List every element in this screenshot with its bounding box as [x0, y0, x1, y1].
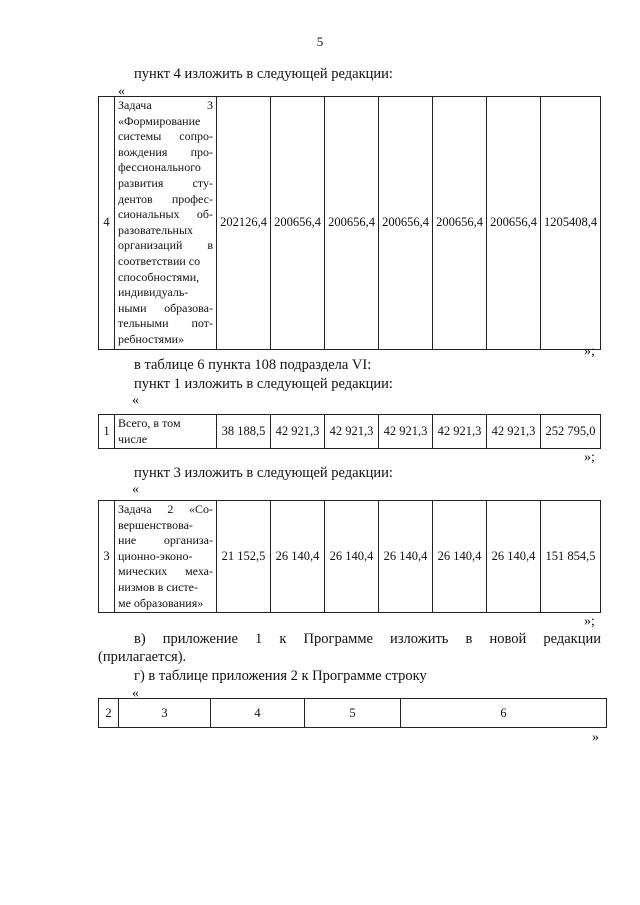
value-cell: 200656,4 [271, 97, 325, 350]
value-cell: 200656,4 [379, 97, 433, 350]
paragraph-appendix1: в) приложение 1 к Программе изложить в новой редакции [134, 631, 601, 647]
table-appendix2-row [98, 698, 607, 728]
value-cell: 200656,4 [325, 97, 379, 350]
page-number: 5 [316, 34, 324, 49]
value-cell: 38 188,5 [217, 415, 271, 449]
table-row [99, 97, 601, 350]
cell: 6 [401, 699, 607, 728]
paragraph-point1-intro: пункт 1 изложить в следующей редакции: [134, 376, 393, 392]
paragraph-appendix1-cont: (прилагается). [98, 649, 187, 665]
row-number: 4 [99, 97, 115, 350]
cell: 3 [119, 699, 211, 728]
value-cell: 42 921,3 [325, 415, 379, 449]
value-cell: 202126,4 [217, 97, 271, 350]
paragraph-table6: в таблице 6 пункта 108 подраздела VI: [134, 357, 372, 373]
table-total [98, 414, 601, 449]
row-description: Задача 2 «Со- вершенствова- ние организа- ционно-эконо- мических меха- низмов в систе- ме образования» [115, 501, 217, 613]
row-number: 1 [99, 415, 115, 449]
row-description: Всего, в том числе [115, 415, 217, 449]
paragraph-point4-intro: пункт 4 изложить в следующей редакции: [134, 66, 393, 82]
total-cell: 151 854,5 [541, 501, 601, 613]
table-row [99, 699, 607, 728]
value-cell: 26 140,4 [379, 501, 433, 613]
value-cell: 200656,4 [487, 97, 541, 350]
row-description: Задача 3 «Формирование системы сопро- вождения про- фессионального развития сту- дентов профес- сиональных об- разовательных организаций в соответствии со способностями, индивидуаль- ными образова- тельными пот- ребностями» [115, 97, 217, 350]
value-cell: 26 140,4 [487, 501, 541, 613]
close-quote: »; [584, 344, 595, 359]
open-quote: « [132, 393, 139, 408]
cell: 4 [211, 699, 305, 728]
table-row [99, 415, 601, 449]
value-cell: 26 140,4 [433, 501, 487, 613]
row-number: 3 [99, 501, 115, 613]
value-cell: 26 140,4 [325, 501, 379, 613]
close-quote: »; [584, 450, 595, 465]
table-task2 [98, 500, 601, 613]
cell: 5 [305, 699, 401, 728]
open-quote: « [132, 482, 139, 497]
total-cell: 252 795,0 [541, 415, 601, 449]
value-cell: 42 921,3 [271, 415, 325, 449]
cell: 2 [99, 699, 119, 728]
table-task3 [98, 96, 601, 350]
value-cell: 21 152,5 [217, 501, 271, 613]
paragraph-point3-intro: пункт 3 изложить в следующей редакции: [134, 465, 393, 481]
close-quote: » [592, 730, 599, 745]
paragraph-appendix2: г) в таблице приложения 2 к Программе строку [134, 668, 427, 684]
close-quote: »; [584, 614, 595, 629]
table-row [99, 501, 601, 613]
value-cell: 42 921,3 [487, 415, 541, 449]
value-cell: 42 921,3 [379, 415, 433, 449]
open-quote: « [118, 84, 125, 99]
open-quote: « [132, 686, 139, 701]
value-cell: 42 921,3 [433, 415, 487, 449]
value-cell: 200656,4 [433, 97, 487, 350]
total-cell: 1205408,4 [541, 97, 601, 350]
value-cell: 26 140,4 [271, 501, 325, 613]
